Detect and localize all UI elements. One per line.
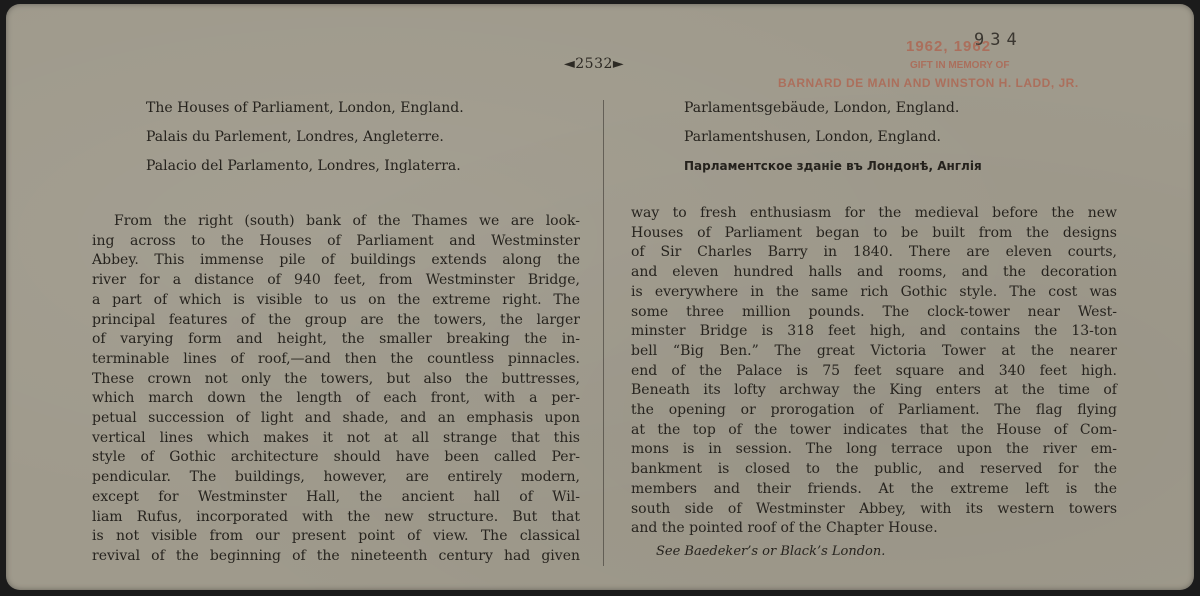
title-spanish: Palacio del Parlamento, Londres, Inglaterra. [146, 158, 461, 174]
title-german: Parlamentsgebäude, London, England. [684, 100, 960, 116]
text-line: a part of which is visible to us on the extreme right. The [92, 291, 580, 308]
description-left-column [92, 212, 580, 567]
stamp-line-1: 1962, 1962 [906, 38, 992, 55]
column-divider [603, 100, 604, 566]
description-right-column [631, 204, 1117, 539]
text-line: way to fresh enthusiasm for the medieval before the new [631, 205, 1117, 221]
text-line: bell “Big Ben.” The great Victoria Tower at the nearer [631, 342, 1117, 359]
text-line: and eleven hundred halls and rooms, and the decoration [631, 264, 1117, 281]
reference-note: See Baedeker’s or Black’s London. [656, 544, 886, 559]
text-line: liam Rufus, incorporated with the new structure. But that [92, 508, 580, 525]
text-line: members and their friends. At the extreme left is the [631, 480, 1117, 497]
text-line: south side of Westminster Abbey, with its western towers [631, 500, 1117, 517]
text-line: Houses of Parliament began to be built from the designs [631, 224, 1117, 241]
museum-stamp [778, 38, 1138, 100]
titles-left [146, 94, 464, 181]
text-line: Abbey. This immense pile of buildings extends along the [92, 252, 580, 269]
text-line: From the right (south) bank of the Thames we are look- [114, 213, 580, 229]
catalog-number: 934 [974, 30, 1023, 50]
text-line: pendicular. The buildings, however, are entirely modern, [92, 469, 580, 486]
text-line: mons is in session. The long terrace upon the river em- [631, 441, 1117, 458]
text-line: principal features of the group are the towers, the larger [92, 311, 580, 328]
title-swedish: Parlamentshusen, London, England. [684, 129, 941, 145]
text-line: of varying form and height, the smaller breaking the in- [92, 331, 580, 348]
text-line: end of the Palace is 75 feet square and 340 feet high. [631, 362, 1117, 379]
text-line: is not visible from our present point of view. The classical [92, 528, 580, 545]
negative-number: ◄2532► [564, 56, 625, 72]
text-line: vertical lines which makes it not at all strange that this [92, 429, 580, 446]
stamp-line-2: GIFT IN MEMORY OF [910, 60, 1010, 71]
text-line: Beneath its lofty archway the King enters at the time of [631, 382, 1117, 399]
text-line: the opening or prorogation of Parliament. The flag flying [631, 402, 1117, 419]
text-line: revival of the beginning of the nineteenth century had given [92, 547, 580, 564]
titles-right [684, 94, 982, 181]
text-line: is everywhere in the same rich Gothic style. The cost was [631, 283, 1117, 300]
stereograph-card-back [6, 4, 1194, 590]
text-line: which march down the length of each front, with a per- [92, 390, 580, 407]
title-french: Palais du Parlement, Londres, Angleterre. [146, 129, 444, 145]
text-line: except for Westminster Hall, the ancient hall of Wil- [92, 488, 580, 505]
text-line: at the top of the tower indicates that the House of Com- [631, 421, 1117, 438]
text-line: ing across to the Houses of Parliament and Westminster [92, 232, 580, 249]
text-line: bankment is closed to the public, and reserved for the [631, 461, 1117, 478]
text-line: of Sir Charles Barry in 1840. There are eleven courts, [631, 244, 1117, 261]
text-line: terminable lines of roof,—and then the countless pinnacles. [92, 350, 580, 367]
text-line: style of Gothic architecture should have been called Per- [92, 449, 580, 466]
title-russian: Парламентское зданіе въ Лондонѣ, Англія [684, 159, 982, 173]
stamp-line-3: BARNARD DE MAIN AND WINSTON H. LADD, JR. [778, 76, 1079, 90]
title-english: The Houses of Parliament, London, England. [146, 100, 464, 116]
text-line: These crown not only the towers, but also the buttresses, [92, 370, 580, 387]
text-line: petual succession of light and shade, and an emphasis upon [92, 410, 580, 427]
text-line: river for a distance of 940 feet, from Westminster Bridge, [92, 272, 580, 289]
text-line: minster Bridge is 318 feet high, and contains the 13-ton [631, 323, 1117, 340]
text-line: some three million pounds. The clock-tower near West- [631, 303, 1117, 320]
text-line: and the pointed roof of the Chapter House. [631, 520, 938, 537]
